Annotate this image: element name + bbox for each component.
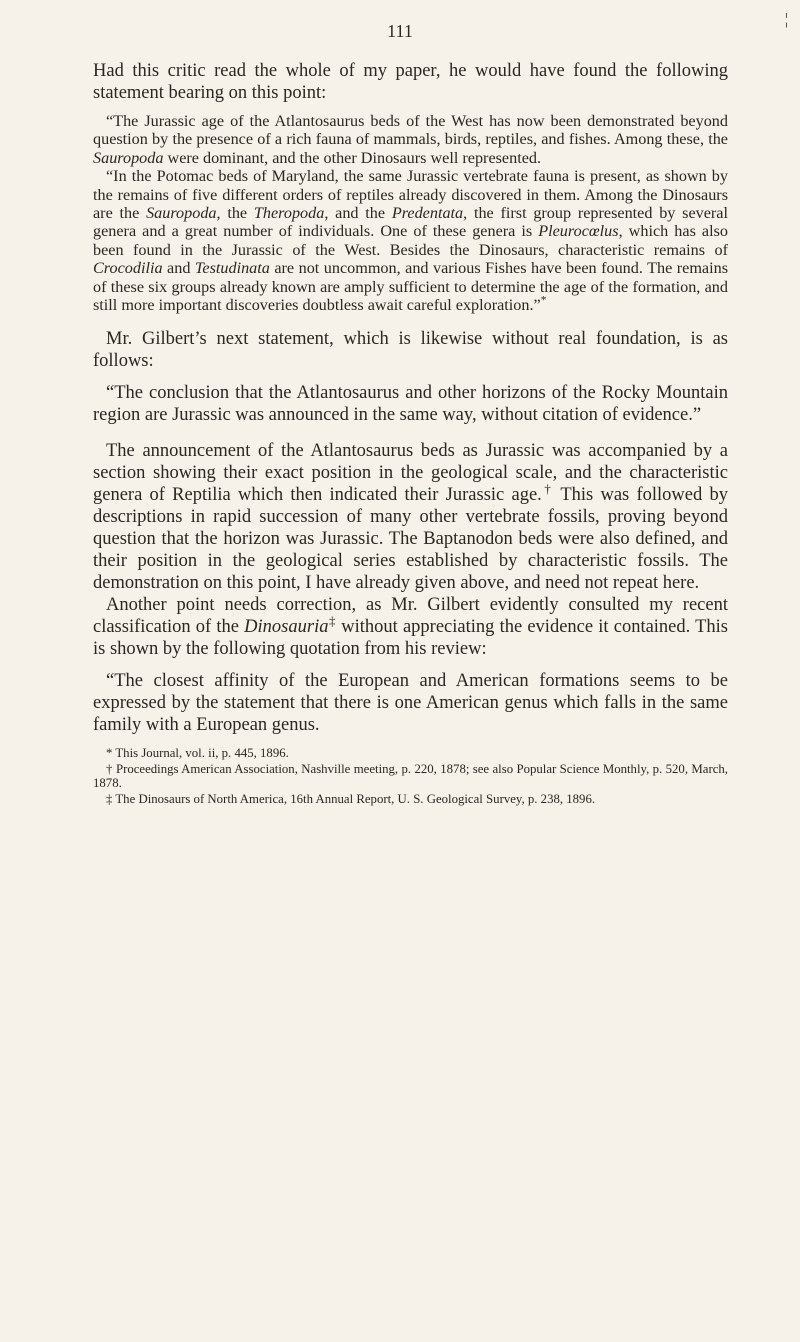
footnote-marker: †: [541, 481, 554, 497]
paragraph-text: This was followed by descriptions in rapid succession of many other vertebrate fossils, proving beyond question that the horizon was Jurassic. The Baptanodon beds were also defined, and their position in the geological series established by characteristic fossils. The demonstration on this point, I have already given above, and need not repeat here.: [93, 485, 728, 594]
footnote-dinosaurs: ‡ The Dinosaurs of North America, 16th Annual Report, U. S. Geological Survey, p. 238, 1896.: [106, 792, 596, 807]
quote-text: , and the: [324, 204, 392, 223]
quote-text: “The Jurassic age of the Atlantosaurus beds of the West has now been demonstrated beyond question by the presence of a rich fauna of mammals, birds, reptiles, and fishes. Among these, the: [93, 112, 728, 149]
paragraph-text: without appreciating the evidence it contained. This is shown by the following quotation from his review:: [93, 617, 729, 660]
footnotes: [93, 746, 728, 806]
footnote-marker: *: [540, 294, 547, 307]
taxon-crocodilia: Crocodilia: [93, 259, 163, 278]
taxon-dinosauria: Dinosauria: [244, 617, 329, 638]
quoted-statement-atlantosaurus: [93, 112, 728, 167]
taxon-theropoda: Theropoda: [253, 204, 325, 223]
quote-text: are not uncommon, and various Fishes have been found. The remains of these six groups already known are amply sufficient to determine the age of the formation, and still more important discoveries doubtless await careful exploration.”: [93, 259, 728, 315]
quote-text: , the: [216, 204, 254, 223]
quote-text: were dominant, and the other Dinosaurs well represented.: [163, 148, 542, 167]
quote-text: , which has also been found in the Jurassic of the West. Besides the Dinosaurs, characteristic remains of: [93, 222, 728, 259]
quote-text: “In the Potomac beds of Maryland, the same Jurassic vertebrate fauna is present, as shown by the remains of five different orders of reptiles already discovered in them. Among the Dinosaurs are the: [93, 167, 728, 223]
corner-mark: ¦: [784, 11, 788, 28]
taxon-sauropoda: Sauropoda: [93, 148, 164, 167]
page-content: [93, 60, 728, 806]
paragraph-text: The announcement of the Atlantosaurus beds as Jurassic was accompanied by a section showing their exact position in the geological scale, and the characteristic genera of Reptilia which then indicated their Jurassic age.: [93, 441, 728, 506]
review-quotation: “The closest affinity of the European and American formations seems to be expressed by the statement that there is one American genus which falls in the same family with a European genus.: [93, 671, 728, 736]
footnote-marker: ‡: [328, 613, 337, 629]
taxon-predentata: Predentata: [391, 204, 464, 223]
correction-paragraph: [93, 594, 728, 660]
footnote-journal: * This Journal, vol. ii, p. 445, 1896.: [106, 746, 289, 761]
announcement-paragraph: [93, 440, 728, 594]
taxon-sauropoda: Sauropoda: [146, 204, 217, 223]
quote-text: , the first group represented by several genera and a great number of individuals. One of these genera is: [93, 204, 728, 241]
page-number: 111: [387, 21, 413, 41]
taxon-testudinata: Testudinata: [194, 259, 270, 278]
footnote-proceedings: † Proceedings American Association, Nashville meeting, p. 220, 1878; see also Popular Science Monthly, p. 520, March, 1878.: [93, 762, 728, 791]
quoted-conclusion: “The conclusion that the Atlantosaurus and other horizons of the Rocky Mountain region are Jurassic was announced in the same way, without citation of evidence.”: [93, 383, 728, 426]
gilbert-statement-paragraph: Mr. Gilbert’s next statement, which is likewise without real foundation, is as follows:: [93, 329, 728, 372]
quote-text: and: [162, 259, 195, 278]
opening-paragraph: Had this critic read the whole of my paper, he would have found the following statement bearing on this point:: [93, 61, 728, 103]
paragraph-text: Another point needs correction, as Mr. Gilbert evidently consulted my recent classification of the: [93, 595, 728, 638]
taxon-pleurocoelus: Pleurocœlus: [538, 222, 619, 241]
quoted-statement-potomac: [93, 167, 728, 314]
